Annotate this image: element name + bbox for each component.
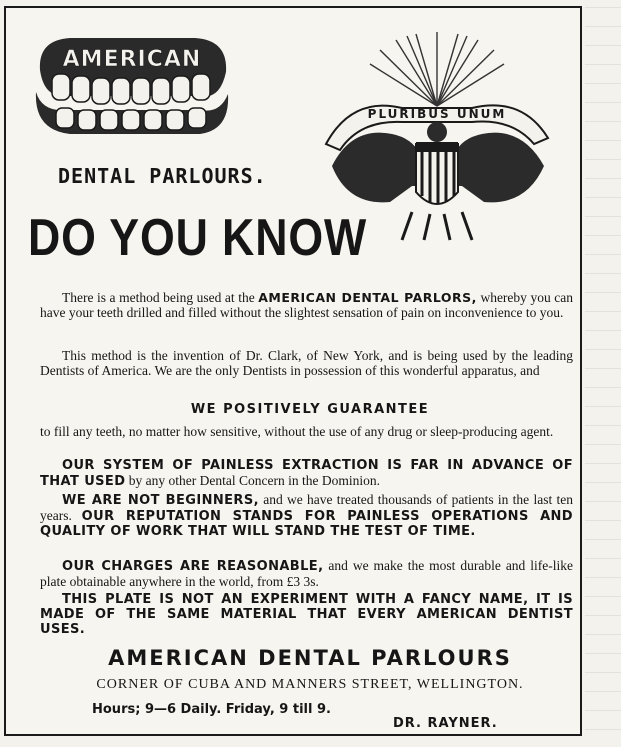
dentures-icon (30, 30, 235, 140)
dentures-logo (30, 30, 235, 140)
extraction-caps: OUR SYSTEM OF PAINLESS EXTRACTION IS FAR IN ADVANCE OF THAT USED (40, 458, 573, 489)
extraction-rest: by any other Dental Concern in the Dominion. (125, 473, 380, 488)
seal-motto: PLURIBUS UNUM (367, 107, 507, 121)
footer-address: CORNER OF CUBA AND MANNERS STREET, WELLINGTON. (96, 677, 524, 692)
footer-hours: Hours; 9—6 Daily. Friday, 9 till 9. (92, 702, 331, 717)
intro-text-post: whereby you can have your teeth drilled and filled without the slightest sensation of pain on inconvenience to you. (40, 290, 573, 320)
logo-brand-text: AMERICAN (62, 47, 202, 72)
guarantee-heading: WE POSITIVELY GUARANTEE (190, 402, 430, 417)
invention-paragraph (40, 348, 573, 378)
headline: DO YOU KNOW (28, 209, 368, 267)
intro-text-pre: There is a method being used at the (62, 290, 259, 305)
plate-text: THIS PLATE IS NOT AN EXPERIMENT WITH A FANCY NAME, IT IS MADE OF THE SAME MATERIAL THAT EVERY AMERICAN DENTIST USES. (40, 592, 573, 637)
footer-signature: DR. RAYNER. (393, 716, 498, 731)
guarantee-paragraph: to fill any teeth, no matter how sensitive, without the use of any drug or sleep-producing agent. (40, 424, 554, 439)
reputation-caps: OUR REPUTATION STANDS FOR PAINLESS OPERATIONS AND QUALITY OF WORK THAT WILL STAND THE TEST OF TIME. (40, 509, 573, 539)
dental-parlours-subheading: DENTAL PARLOURS. (58, 164, 267, 188)
beginners-mid: and we have treated thousands of patients in the last ten years. (40, 492, 573, 523)
charges-rest: and we make the most durable and life-like plate obtainable anywhere in the world, from £3 3s. (40, 558, 573, 589)
charges-paragraph (40, 558, 573, 590)
invention-text: This method is the invention of Dr. Clark, of New York, and is being used by the leading Dentists of America. We are the only Dentists in possession of this wonderful apparatus, and (40, 348, 573, 378)
beginners-caps: WE ARE NOT BEGINNERS, (62, 493, 259, 508)
page-edge-texture (585, 0, 621, 747)
intro-business-name: AMERICAN DENTAL PARLORS, (258, 290, 477, 305)
intro-paragraph (40, 290, 573, 320)
extraction-paragraph (40, 458, 573, 489)
charges-caps: OUR CHARGES ARE REASONABLE, (62, 559, 324, 574)
plate-paragraph (40, 592, 573, 637)
footer-business-name: AMERICAN DENTAL PARLOURS (108, 646, 512, 670)
beginners-paragraph (40, 492, 573, 539)
